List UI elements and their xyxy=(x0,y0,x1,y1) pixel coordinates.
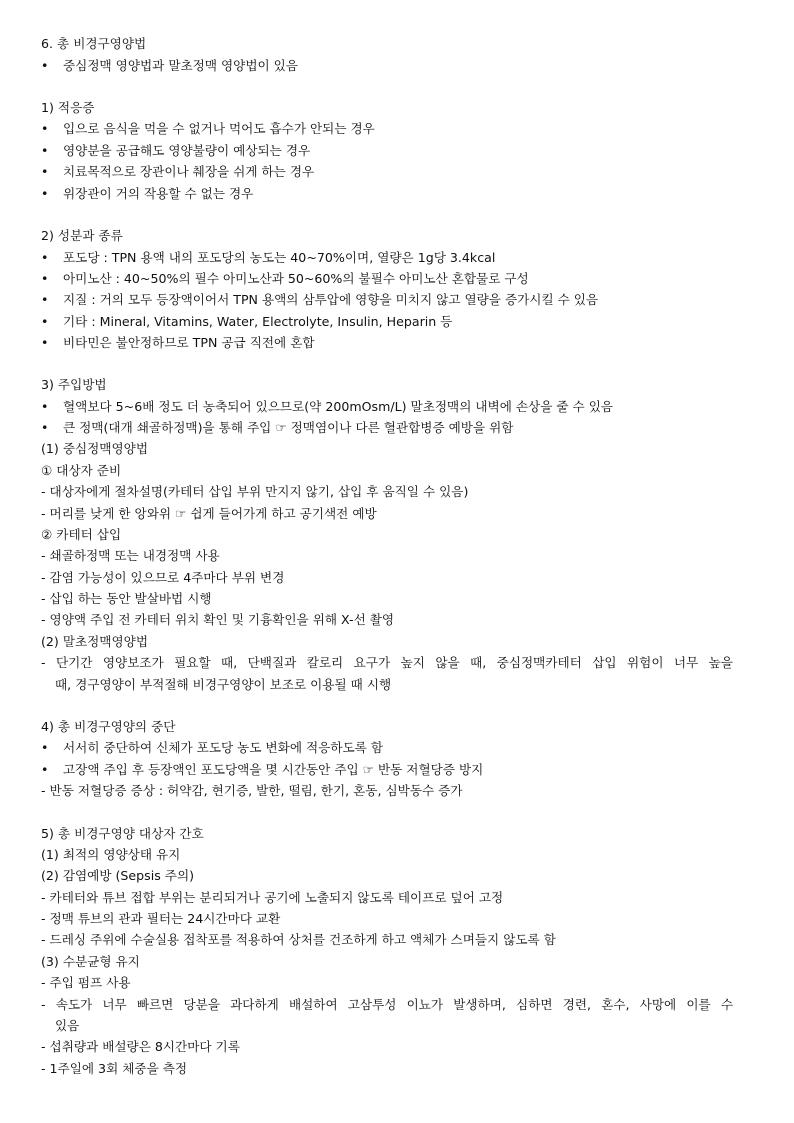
bullet-icon: • xyxy=(41,164,49,179)
list-item: - 대상자에게 절차설명(카테터 삽입 부위 만지지 않기, 삽입 후 움직일 수 있음) xyxy=(41,484,469,499)
bullet-icon: • xyxy=(41,314,49,329)
document-page: 6. 총 비경구영양법 • 중심정맥 영양법과 말초정맥 영양법이 있음 1) 적응증 • 입으로 음식을 먹을 수 없거나 먹어도 흡수가 안되는 경우 • 영양분을 공급해도 영양불량이 예상되는 경우 • 치료목적으로 장관이나 췌장을 쉬게 하는 경우 • 위장관이 거의 작용할 수 없는 경우 2) 성분과 종류 • 포도당 : TPN 용액 내의 포도당의 농도는 40~70%이며, 열량은 1g당 3.4kcal • 아미노산 : 40~50%의 필수 아미노산과 50~60%의 불필수 아미노산 혼합물로 구성 • 지질 : 거의 모두 등장액이어서 TPN 용액의 삼투압에 영향을 미치지 않고 열량을 증가시킬 수 있음 • 기타 : Mineral, Vitamins, Water, Electrolyte, Insulin, Heparin 등 • 비타민은 불안정하므로 TPN 공급 직전에 혼합 3) 주입방법 • 혈액보다 5~6배 정도 더 농축되어 있으므로(약 200mOsm/L) 말초정맥의 내벽에 손상을 줄 수 있음 • 큰 정맥(대개 쇄골하정맥)을 통해 주입 ☞ 정맥염이나 다른 혈관합병증 예방을 위함 (1) 중심정맥영양법 ① 대상자 준비 - 대상자에게 절차설명(카테터 삽입 부위 만지지 않기, 삽입 후 움직일 수 있음) - 머리를 낮게 한 앙와위 ☞ 쉽게 들어가게 하고 공기색전 예방 ② 카테터 삽입 - 쇄골하정맥 또는 내경정맥 사용 - 감염 가능성이 있으므로 4주마다 부위 변경 - 삽입 하는 동안 발살바법 시행 - 영양액 주입 전 카테터 위치 확인 및 기흉확인을 위해 X-선 촬영 (2) 말초정맥영양법 - 단기간 영양보조가 필요할 때, 단백질과 칼로리 요구가 높지 않을 때, 중심정맥카테터 삽입 위험이 너무 높을 때, 경구영양이 부적절해 비경구영양이 보조로 이용될 때 시행 4) 총 비경구영양의 중단 • 서서히 중단하여 신체가 포도당 농도 변화에 적응하도록 함 • 고장액 주입 후 등장액인 포도당액을 몇 시간동안 주입 ☞ 반동 저혈당증 방지 - 반동 저혈당증 증상 : 허약감, 현기증, 발한, 떨림, 한기, 혼동, 심박동수 증가 5) 총 비경구영양 대상자 간호 (1) 최적의 영양상태 유지 (2) 감염예방 (Sepsis 주의) - 카테터와 튜브 접합 부위는 분리되거나 공기에 노출되지 않도록 테이프로 덮어 고정 - 정맥 튜브의 관과 필터는 24시간마다 교환 - 드레싱 주위에 수술실용 접착포를 적용하여 상처를 건조하게 하고 액체가 스며들지 않도록 함 (3) 수분균형 유지 - 주입 펌프 사용 - 속도가 너무 빠르면 당분을 과다하게 배설하여 고삼투성 이뇨가 발생하며, 심하면 경련, 혼수, 사망에 이를 수 있음 - 섭취량과 배설량은 8시간마다 기록 - 1주일에 3회 체중을 측정 xyxy=(41,36,733,1076)
bullet-icon: • xyxy=(41,186,49,201)
subheading: (3) 수분균형 유지 xyxy=(41,954,140,969)
bullet-icon: • xyxy=(41,121,49,136)
section-1-title: 1) 적응증 xyxy=(41,100,95,115)
list-item: - 단기간 영양보조가 필요할 때, 단백질과 칼로리 요구가 높지 않을 때, 중심정맥카테터 삽입 위험이 너무 높을 xyxy=(41,655,733,670)
section-5-title: 5) 총 비경구영양 대상자 간호 xyxy=(41,826,204,841)
bullet-icon: • xyxy=(41,399,49,414)
subheading: (1) 중심정맥영양법 xyxy=(41,441,149,456)
list-item: - 감염 가능성이 있으므로 4주마다 부위 변경 xyxy=(41,570,285,585)
list-item: - 카테터와 튜브 접합 부위는 분리되거나 공기에 노출되지 않도록 테이프로 덮어 고정 xyxy=(41,890,504,905)
subheading: (2) 감염예방 (Sepsis 주의) xyxy=(41,868,195,883)
bullet-icon: • xyxy=(41,762,49,777)
bullet-icon: • xyxy=(41,740,49,755)
subheading: ① 대상자 준비 xyxy=(41,463,122,478)
list-item: - 드레싱 주위에 수술실용 접착포를 적용하여 상처를 건조하게 하고 액체가 스며들지 않도록 함 xyxy=(41,932,556,947)
subheading: (1) 최적의 영양상태 유지 xyxy=(41,847,181,862)
bullet-icon: • xyxy=(41,250,49,265)
list-item: - 반동 저혈당증 증상 : 허약감, 현기증, 발한, 떨림, 한기, 혼동, 심박동수 증가 xyxy=(41,783,463,798)
list-item: - 주입 펌프 사용 xyxy=(41,975,131,990)
list-item: - 삽입 하는 동안 발살바법 시행 xyxy=(41,591,212,606)
subheading: ② 카테터 삽입 xyxy=(41,527,122,542)
list-item: - 섭취량과 배설량은 8시간마다 기록 xyxy=(41,1039,240,1054)
list-item: - 머리를 낮게 한 앙와위 ☞ 쉽게 들어가게 하고 공기색전 예방 xyxy=(41,506,377,521)
list-item: - 쇄골하정맥 또는 내경정맥 사용 xyxy=(41,548,220,563)
section-4-title: 4) 총 비경구영양의 중단 xyxy=(41,719,176,734)
bullet-icon: • xyxy=(41,58,49,73)
list-item-continued: 있음 xyxy=(55,1018,80,1033)
section-6-title: 6. 총 비경구영양법 xyxy=(41,36,147,51)
bullet-icon: • xyxy=(41,335,49,350)
list-item: - 정맥 튜브의 관과 필터는 24시간마다 교환 xyxy=(41,911,281,926)
bullet-icon: • xyxy=(41,292,49,307)
bullet-icon: • xyxy=(41,271,49,286)
bullet-icon: • xyxy=(41,420,49,435)
list-item: - 1주일에 3회 체중을 측정 xyxy=(41,1061,188,1076)
list-item: - 영양액 주입 전 카테터 위치 확인 및 기흉확인을 위해 X-선 촬영 xyxy=(41,612,395,627)
bullet-icon: • xyxy=(41,143,49,158)
list-item: - 속도가 너무 빠르면 당분을 과다하게 배설하여 고삼투성 이뇨가 발생하며, 심하면 경련, 혼수, 사망에 이를 수 xyxy=(41,997,733,1012)
section-2-title: 2) 성분과 종류 xyxy=(41,228,123,243)
subheading: (2) 말초정맥영양법 xyxy=(41,634,149,649)
section-3-title: 3) 주입방법 xyxy=(41,377,107,392)
list-item-continued: 때, 경구영양이 부적절해 비경구영양이 보조로 이용될 때 시행 xyxy=(55,677,392,692)
